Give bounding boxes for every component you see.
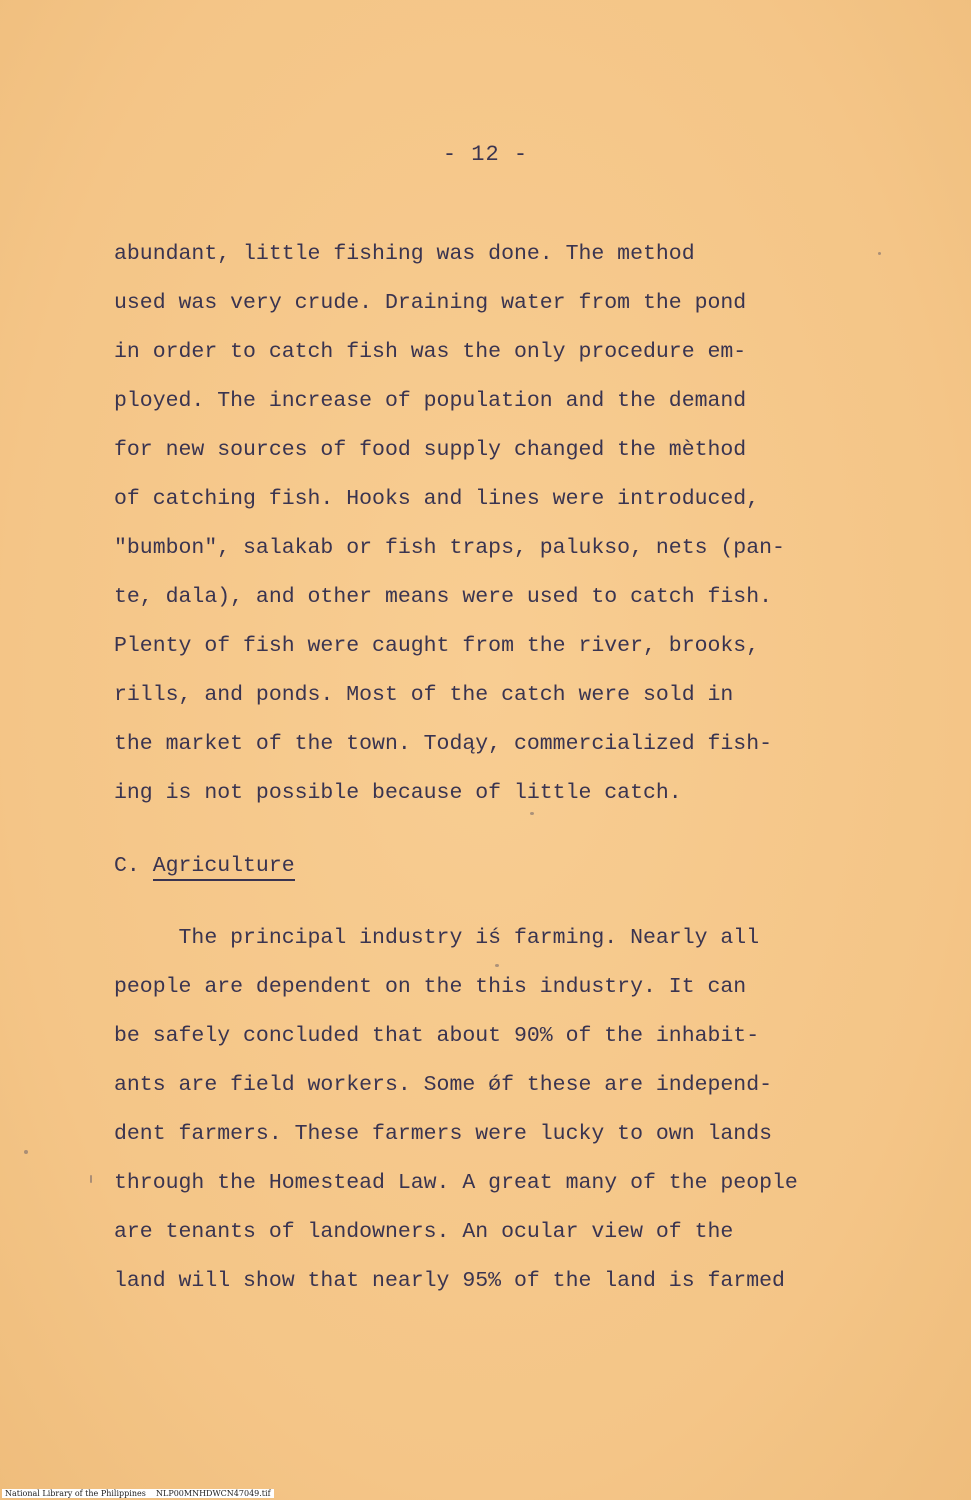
text-line: in order to catch fish was the only procedure em- [114,340,747,364]
text-line: ants are field workers. Some ǿf these are independ- [114,1073,773,1097]
text-line: ing is not possible because of little catch. [114,781,682,805]
paper-speck [530,812,534,815]
archive-footer [2,1489,274,1498]
text-line: the market of the town. Todąy, commercialized fish- [114,732,773,756]
section-heading-prefix: C. [114,854,153,878]
text-line: The principal industry iś farming. Nearly all [114,926,760,950]
text-line: "bumbon", salakab or fish traps, palukso, nets (pan- [114,536,785,560]
paper-speck [878,252,881,255]
text-line: ployed. The increase of population and the demand [114,389,747,413]
section-heading [114,853,295,879]
paper-speck [24,1150,28,1154]
footer-file: NLP00MNHDWCN47049.tif [156,1489,271,1498]
text-line: are tenants of landowners. An ocular view of the [114,1220,734,1244]
text-line: people are dependent on the this industry. It can [114,975,747,999]
text-line: be safely concluded that about 90% of the inhabit- [114,1024,760,1048]
text-line: dent farmers. These farmers were lucky to own lands [114,1122,773,1146]
text-line: Plenty of fish were caught from the river, brooks, [114,634,760,658]
text-line: for new sources of food supply changed the mèthod [114,438,747,462]
paper-speck [495,964,499,967]
text-line: used was very crude. Draining water from the pond [114,291,747,315]
footer-library: National Library of the Philippines [5,1489,146,1498]
text-line: of catching fish. Hooks and lines were introduced, [114,487,760,511]
text-line: te, dala), and other means were used to catch fish. [114,585,773,609]
section-heading-title: Agriculture [153,854,295,881]
text-line: through the Homestead Law. A great many of the people [114,1171,798,1195]
text-line: abundant, little fishing was done. The method [114,242,695,266]
page-number: - 12 - [442,142,529,167]
text-line: land will show that nearly 95% of the land is farmed [114,1269,785,1293]
paper-speck [90,1175,92,1183]
text-line: rills, and ponds. Most of the catch were sold in [114,683,734,707]
